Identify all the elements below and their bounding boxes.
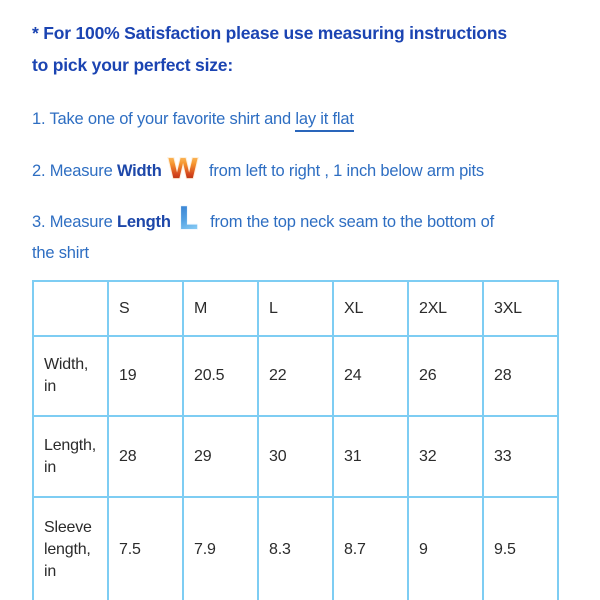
size-column-header-s: S [108, 281, 183, 336]
step3-text-suffix: from the top neck seam to the bottom of [205, 213, 494, 231]
size-value-cell: 33 [483, 416, 558, 497]
size-column-header-m: M [183, 281, 258, 336]
size-column-header-2xl: 2XL [408, 281, 483, 336]
svg-text:L: L [177, 201, 198, 235]
headline-line2: to pick your perfect size: [32, 55, 233, 75]
size-value-cell: 8.3 [258, 497, 333, 600]
size-value-cell: 7.9 [183, 497, 258, 600]
size-value-cell: 8.7 [333, 497, 408, 600]
size-value-cell: 22 [258, 336, 333, 416]
row-label-cell: Width, in [33, 336, 108, 416]
length-letter-l-icon [177, 200, 199, 235]
satisfaction-headline [32, 17, 570, 81]
step3-text: 3. Measure [32, 213, 117, 231]
step1-text: 1. Take one of your favorite shirt and [32, 110, 296, 128]
size-column-header-l: L [258, 281, 333, 336]
table-row-length [33, 416, 558, 497]
size-value-cell: 9 [408, 497, 483, 600]
instruction-step-1 [32, 104, 570, 135]
size-value-cell: 28 [483, 336, 558, 416]
step3-text-tail: the shirt [32, 244, 89, 262]
row-label-cell: Length, in [33, 416, 108, 497]
size-value-cell: 19 [108, 336, 183, 416]
step2-text-suffix: from left to right , 1 inch below arm pits [204, 162, 484, 180]
size-column-header-xl: XL [333, 281, 408, 336]
lay-it-flat-link[interactable]: lay it flat [295, 110, 353, 132]
size-value-cell: 29 [183, 416, 258, 497]
instruction-step-2 [32, 151, 570, 187]
instruction-step-3 [32, 200, 570, 269]
size-value-cell: 20.5 [183, 336, 258, 416]
size-value-cell: 32 [408, 416, 483, 497]
svg-text:W: W [167, 152, 198, 184]
size-value-cell: 30 [258, 416, 333, 497]
step3-length-label: Length [116, 213, 171, 231]
row-label-cell: Sleeve length, in [33, 497, 108, 600]
size-column-header-3xl: 3XL [483, 281, 558, 336]
width-letter-w-icon [166, 151, 200, 184]
size-value-cell: 31 [333, 416, 408, 497]
size-value-cell: 26 [408, 336, 483, 416]
size-value-cell: 24 [333, 336, 408, 416]
size-chart-table [32, 280, 559, 600]
corner-header-cell [33, 281, 108, 336]
size-value-cell: 7.5 [108, 497, 183, 600]
size-table-header-row [33, 281, 558, 336]
headline-line1: * For 100% Satisfaction please use measuring instructions [32, 23, 507, 43]
step2-text: 2. Measure [32, 162, 117, 180]
size-value-cell: 9.5 [483, 497, 558, 600]
size-value-cell: 28 [108, 416, 183, 497]
table-row-sleeve-length [33, 497, 558, 600]
step2-width-label: Width [116, 162, 162, 180]
table-row-width [33, 336, 558, 416]
